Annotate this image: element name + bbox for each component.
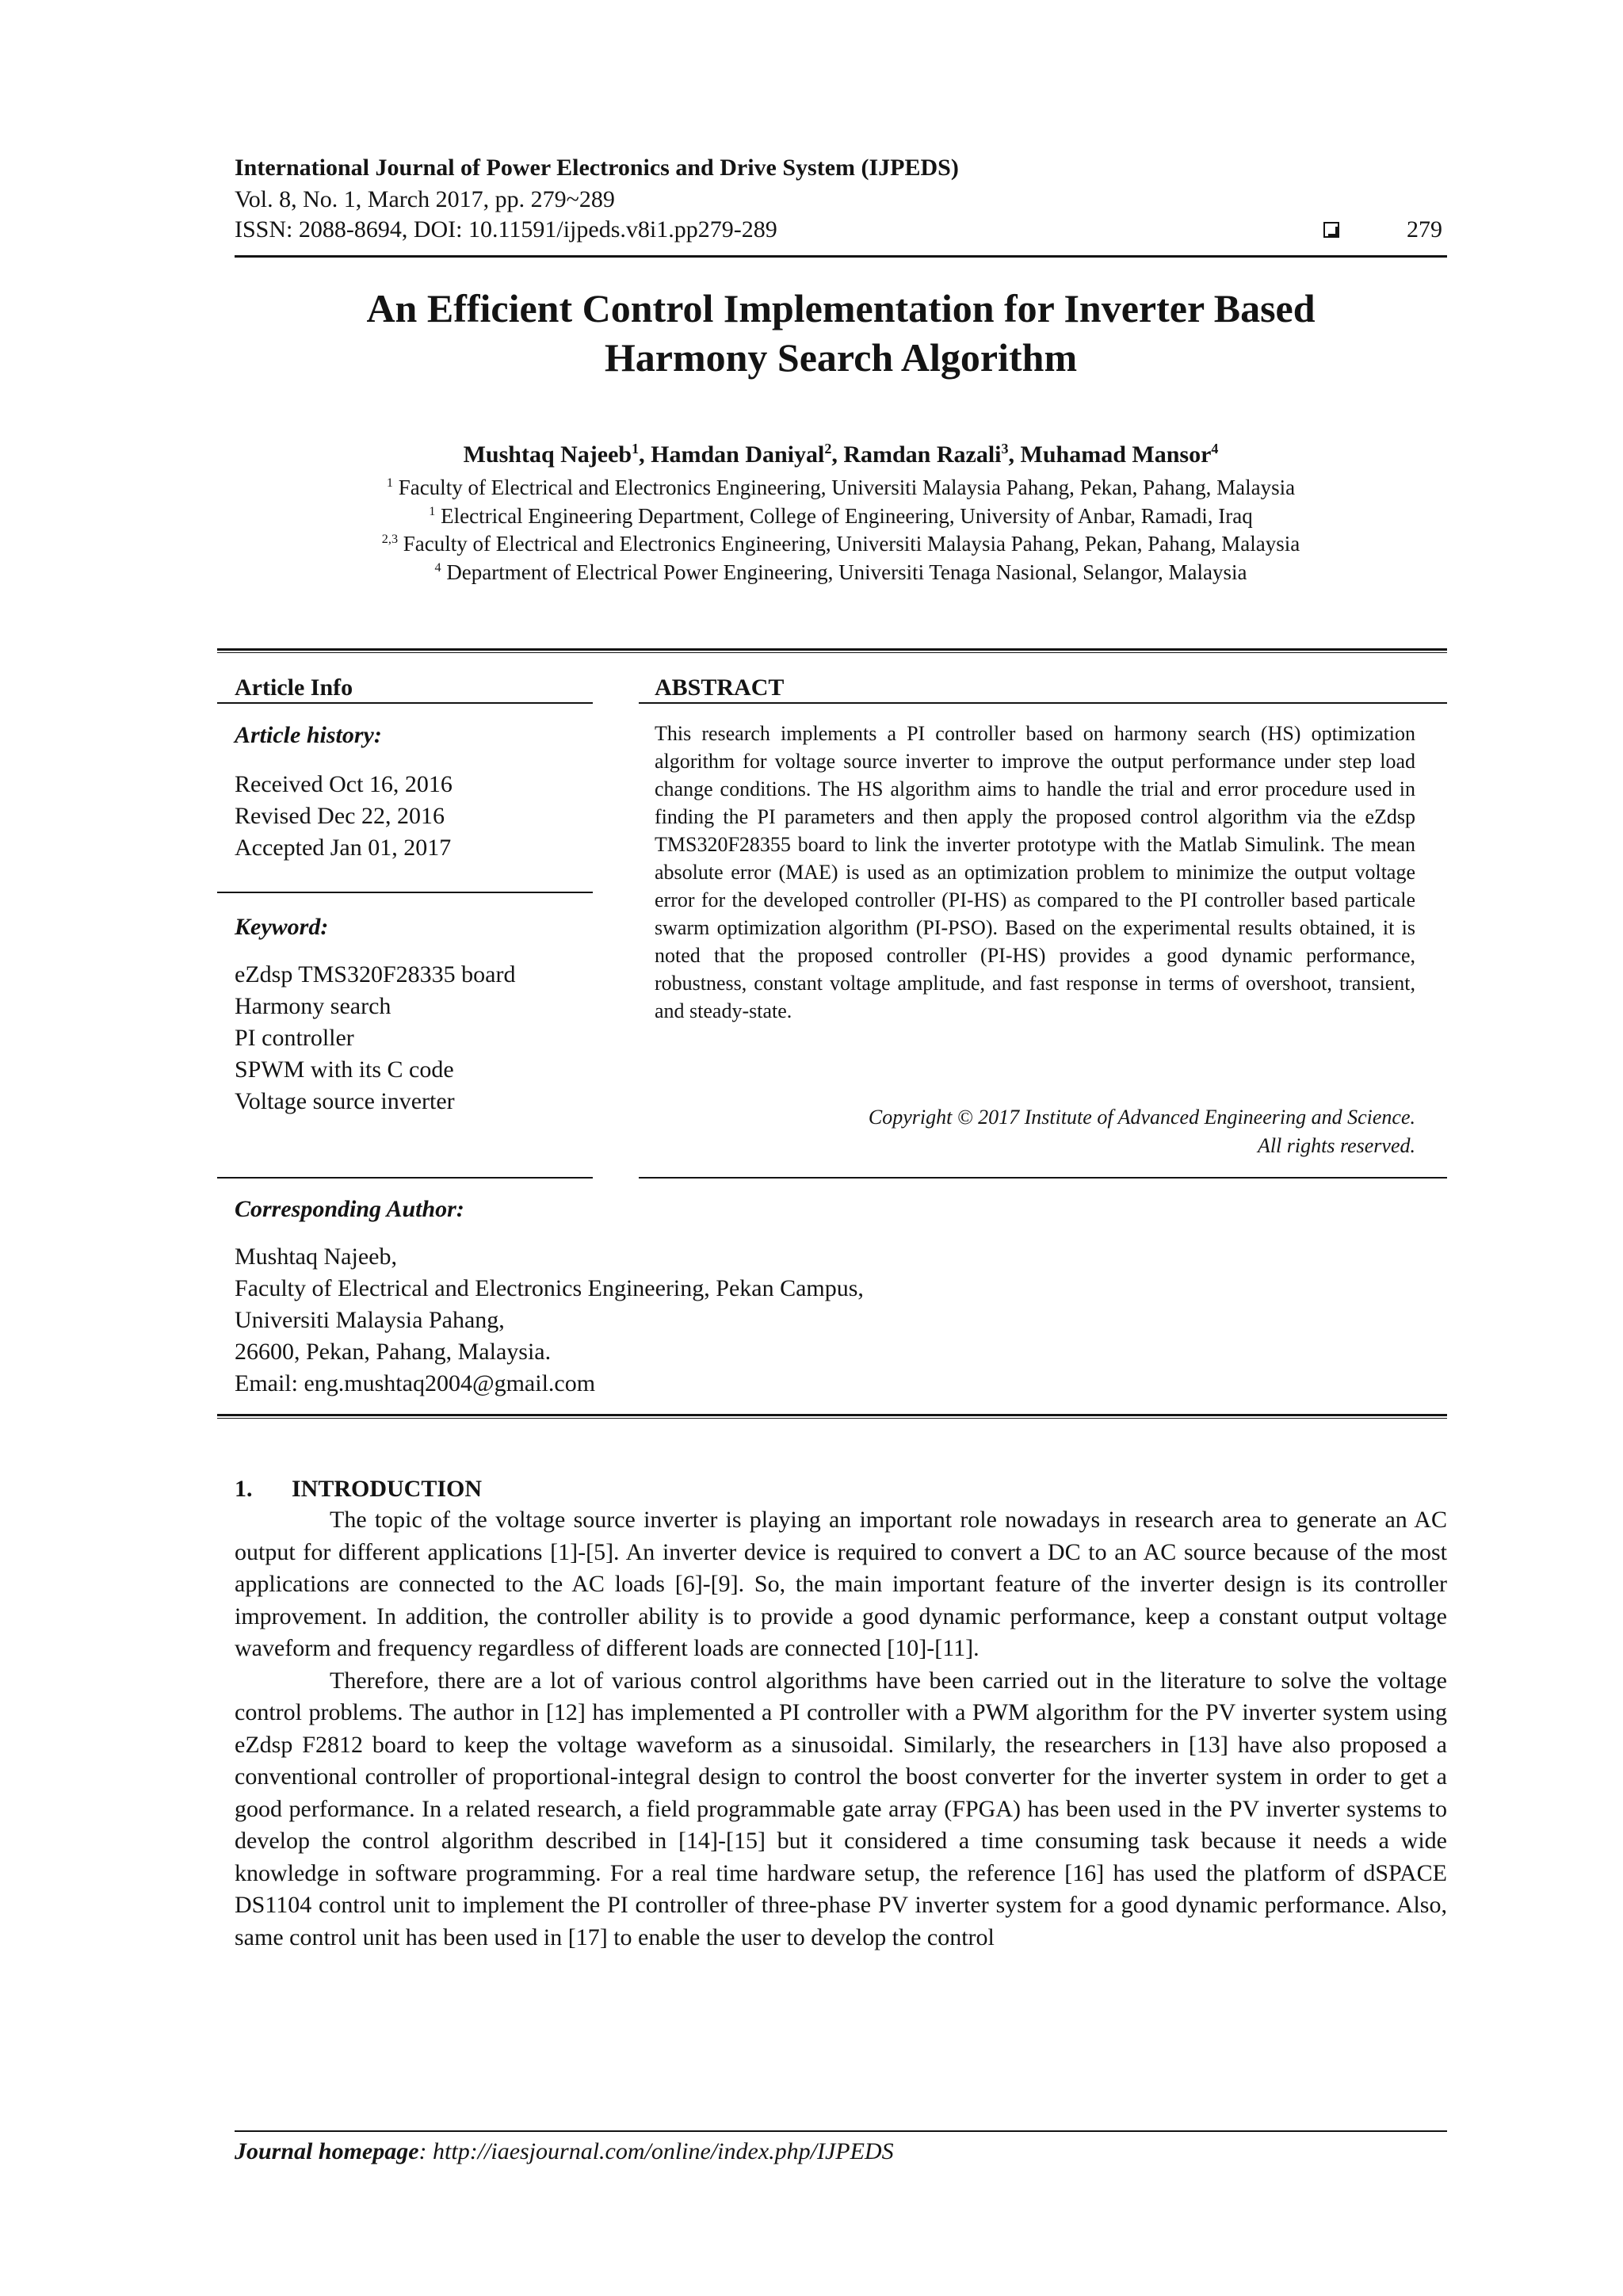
rights-line: All rights reserved. [1257, 1134, 1415, 1157]
history-revised: Revised Dec 22, 2016 [235, 803, 445, 829]
keyword-bottom-rule [217, 1177, 593, 1179]
keyword-item: SPWM with its C code [235, 1056, 454, 1083]
author-name: Mushtaq Najeeb [463, 441, 632, 468]
keyword-item: Voltage source inverter [235, 1088, 455, 1114]
checkbox-square-icon [1323, 222, 1339, 238]
corr-bottom-rule-thin [217, 1418, 1447, 1419]
author-sup: 4 [1211, 441, 1219, 457]
page-number: 279 [1407, 216, 1442, 243]
affiliation-item: $^1$ Faculty of Electrical and Electronics Engineering, Universiti Malaysia Pahang, Pekan, Pahang, Malaysia [386, 476, 1296, 499]
section-number: 1. [235, 1476, 253, 1502]
info-top-rule-thin [217, 652, 1447, 653]
keyword-item: PI controller [235, 1025, 354, 1051]
keyword-item: Harmony search [235, 993, 391, 1019]
corr-university: Universiti Malaysia Pahang, [235, 1307, 505, 1333]
abstract-heading-rule [639, 702, 1447, 704]
corresponding-author-heading: Corresponding Author: [235, 1196, 464, 1222]
homepage-label: Journal homepage [235, 2138, 419, 2164]
corr-bottom-rule [217, 1414, 1447, 1416]
history-list [235, 769, 453, 864]
author-name: Ramdan Razali [843, 441, 1002, 468]
corr-email: Email: eng.mushtaq2004@gmail.com [235, 1370, 596, 1396]
affiliation-item: $^1$ Electrical Engineering Department, College of Engineering, University of Anbar, Ramadi, Iraq [429, 503, 1253, 528]
author-name: Muhamad Mansor [1020, 441, 1212, 468]
article-info-heading: Article Info [235, 674, 353, 701]
issn-doi: ISSN: 2088-8694, DOI: 10.11591/ijpeds.v8i1.pp279-289 [235, 216, 777, 243]
abstract-bottom-rule [639, 1177, 1447, 1179]
section-title: INTRODUCTION [292, 1476, 483, 1502]
journal-name: International Journal of Power Electronics and Drive System (IJPEDS) [235, 155, 959, 181]
history-heading: Article history: [235, 722, 382, 748]
homepage-link[interactable]: http://iaesjournal.com/online/index.php/IJPEDS [433, 2138, 894, 2164]
paragraph: The topic of the voltage source inverter is playing an important role nowadays in research area to generate an AC output for different applications [1]-[5]. An inverter device is required to convert a DC to an AC source because of the most applications are connected to the AC loads [6]-[9]. So, the main important feature of the inverter design is its controller improvement. In addition, the controller ability is to provide a good dynamic performance, keep a constant output voltage waveform and frequency regardless of different loads are connected [10]-[11]. [235, 1507, 1447, 1661]
affiliation-item: $^4$ Department of Electrical Power Engineering, Universiti Tenaga Nasional, Selangor, Malaysia [434, 560, 1247, 584]
author-name: Hamdan Daniyal [651, 441, 825, 468]
footer-rule [235, 2130, 1447, 2132]
corr-name: Mushtaq Najeeb, [235, 1244, 397, 1270]
keyword-item: eZdsp TMS320F28335 board [235, 961, 516, 988]
author-sup: 3 [1001, 441, 1009, 457]
introduction-body [235, 1504, 1447, 1954]
history-received: Received Oct 16, 2016 [235, 771, 453, 797]
title-line-1: An Efficient Control Implementation for Inverter Based [366, 286, 1316, 330]
info-heading-rule [217, 702, 593, 704]
affiliation-list [235, 474, 1447, 586]
corr-faculty: Faculty of Electrical and Electronics Engineering, Pekan Campus, [235, 1275, 864, 1301]
copyright-notice [655, 1103, 1415, 1160]
volume-info: Vol. 8, No. 1, March 2017, pp. 279~289 [235, 186, 615, 212]
corresponding-author-details [235, 1241, 864, 1400]
abstract-heading: ABSTRACT [655, 674, 785, 701]
author-list: Mushtaq Najeeb$^1$, Hamdan Daniyal$^2$, Ramdan Razali$^3$, Muhamad Mansor$^4$ [463, 441, 1219, 468]
journal-homepage: Journal homepage: http://iaesjournal.com/online/index.php/IJPEDS [235, 2138, 894, 2164]
author-sup: 1 [632, 441, 640, 457]
header-rule [235, 255, 1447, 258]
abstract-text: This research implements a PI controller based on harmony search (HS) optimization algorithm for voltage source inverter to improve the output performance under step load change conditions. The HS algorithm aims to handle the trial and error procedure used in finding the PI parameters and then apply the proposed control algorithm via the eZdsp TMS320F28355 board to link the inverter prototype with the Matlab Simulink. The mean absolute error (MAE) is used as an optimization problem to minimize the output voltage error for the developed controller (PI-HS) as compared to the PI controller based particale swarm optimization algorithm (PI-PSO). Based on the experimental results obtained, it is noted that the proposed controller (PI-HS) provides a good dynamic performance, robustness, constant voltage amplitude, and fast response in terms of overshoot, transient, and steady-state. [655, 722, 1415, 1022]
section-heading [235, 1474, 482, 1504]
corr-address: 26600, Pekan, Pahang, Malaysia. [235, 1339, 552, 1365]
keyword-heading: Keyword: [235, 914, 329, 940]
history-rule [217, 892, 593, 893]
copyright-line: Copyright © 2017 Institute of Advanced Engineering and Science. [868, 1106, 1415, 1129]
affiliation-item: $^{2,3}$ Faculty of Electrical and Electronics Engineering, Universiti Malaysia Pahang, Pekan, Pahang, Malaysia [381, 532, 1300, 556]
paragraph: Therefore, there are a lot of various control algorithms have been carried out in the literature to solve the voltage control problems. The author in [12] has implemented a PI controller with a PWM algorithm for the PV inverter system using eZdsp F2812 board to keep the voltage waveform as a sinusoidal. Similarly, the researchers in [13] have also proposed a conventional controller of proportional-integral design to control the boost converter for the inverter system in order to get a good performance. In a related research, a field programmable gate array (FPGA) has been used in the PV inverter systems to develop the control algorithm described in [14]-[15] but it considered a time consuming task because it needs a wide knowledge in software programming. For a real time hardware setup, the reference [16] has used the platform of dSPACE DS1104 control unit to implement the PI controller of three-phase PV inverter system for a good dynamic performance. Also, same control unit has been used in [17] to enable the user to develop the control [235, 1667, 1447, 1950]
paper-title [235, 284, 1447, 382]
title-line-2: Harmony Search Algorithm [604, 335, 1078, 380]
keyword-list [235, 959, 515, 1117]
info-top-rule [217, 648, 1447, 651]
author-sup: 2 [824, 441, 832, 457]
history-accepted: Accepted Jan 01, 2017 [235, 835, 452, 861]
